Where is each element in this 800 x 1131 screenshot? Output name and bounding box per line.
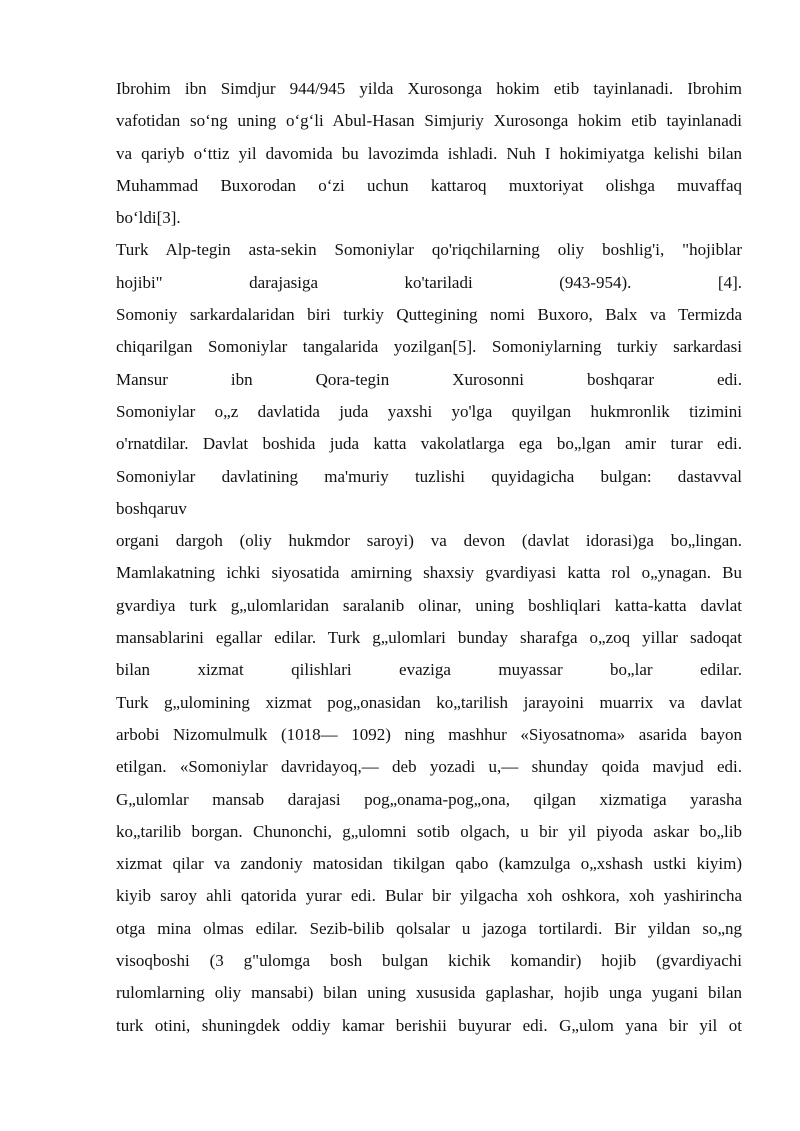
- text-line: visoqboshi (3 g"ulomga bosh bulgan kichik komandir) hojib (gvardiyachi: [116, 951, 742, 971]
- text-line: bo‘ldi[3].: [116, 208, 181, 228]
- text-line: Somoniylar davlatining ma'muriy tuzlishi quyidagicha bulgan: dastavval: [116, 466, 742, 486]
- text-line: arbobi Nizomulmulk (1018— 1092) ning mashhur «Siyosatnoma» asarida bayon: [116, 724, 742, 744]
- text-line: Turk Alp-tegin asta-sekin Somoniylar qo'riqchilarning oliy boshlig'i, "hojiblar: [116, 240, 742, 260]
- text-line: kiyib saroy ahli qatorida yurar edi. Bular bir yilgacha xoh oshkora, xoh yashirincha: [116, 886, 742, 906]
- text-line: mansablarini egallar edilar. Turk g„ulomlari bunday sharafga o„zoq yillar sadoqat: [116, 628, 742, 648]
- text-line: Somoniy sarkardalaridan biri turkiy Quttegining nomi Buxoro, Balx va Termizda: [116, 305, 742, 325]
- text-line: bilan xizmat qilishlari evaziga muyassar bo„lar edilar.: [116, 660, 742, 680]
- document-page: [116, 73, 742, 1042]
- text-line: Mansur ibn Qora-tegin Xurosonni boshqarar edi.: [116, 369, 742, 389]
- text-line: chiqarilgan Somoniylar tangalarida yozilgan[5]. Somoniylarning turkiy sarkardasi: [116, 337, 742, 357]
- text-line: gvardiya turk g„ulomlaridan saralanib olinar, uning boshliqlari katta-katta davlat: [116, 595, 742, 615]
- text-line: Turk g„ulomining xizmat pog„onasidan ko„tarilish jarayoini muarrix va davlat: [116, 692, 742, 712]
- text-line: otga mina olmas edilar. Sezib-bilib qolsalar u jazoga tortilardi. Bir yildan so„ng: [116, 918, 742, 938]
- text-line: vafotidan so‘ng uning o‘g‘li Abul-Hasan Simjuriy Xurosonga hokim etib tayinlanadi: [116, 111, 742, 131]
- text-line: rulomlarning oliy mansabi) bilan uning xususida gaplashar, hojib unga yugani bilan: [116, 983, 742, 1003]
- text-line: G„ulomlar mansab darajasi pog„onama-pog„ona, qilgan xizmatiga yarasha: [116, 789, 742, 809]
- text-line: boshqaruv: [116, 498, 187, 518]
- text-line: ko„tarilib borgan. Chunonchi, g„ulomni sotib olgach, u bir yil piyoda askar bo„lib: [116, 821, 742, 841]
- text-line: Ibrohim ibn Simdjur 944/945 yilda Xurosonga hokim etib tayinlanadi. Ibrohim: [116, 79, 742, 98]
- text-line: xizmat qilar va zandoniy matosidan tikilgan qabo (kamzulga o„xshash ustki kiyim): [116, 854, 742, 874]
- text-line: Muhammad Buxorodan o‘zi uchun kattaroq muxtoriyat olishga muvaffaq: [116, 175, 742, 195]
- text-line: hojibi" darajasiga ko'tariladi (943-954). [4].: [116, 272, 742, 292]
- text-line: Mamlakatning ichki siyosatida amirning shaxsiy gvardiyasi katta rol o„ynagan. Bu: [116, 563, 742, 583]
- text-line: organi dargoh (oliy hukmdor saroyi) va devon (davlat idorasi)ga bo„lingan.: [116, 531, 742, 551]
- text-line: o'rnatdilar. Davlat boshida juda katta vakolatlarga ega bo„lgan amir turar edi.: [116, 434, 742, 454]
- text-line: etilgan. «Somoniylar davridayoq,— deb yozadi u,— shunday qoida mavjud edi.: [116, 757, 742, 777]
- text-line: Somoniylar o„z davlatida juda yaxshi yo'lga quyilgan hukmronlik tizimini: [116, 401, 742, 421]
- text-line: turk otini, shuningdek oddiy kamar berishii buyurar edi. G„ulom yana bir yil ot: [116, 1015, 742, 1035]
- text-line: va qariyb o‘ttiz yil davomida bu lavozimda ishladi. Nuh I hokimiyatga kelishi bilan: [116, 143, 742, 163]
